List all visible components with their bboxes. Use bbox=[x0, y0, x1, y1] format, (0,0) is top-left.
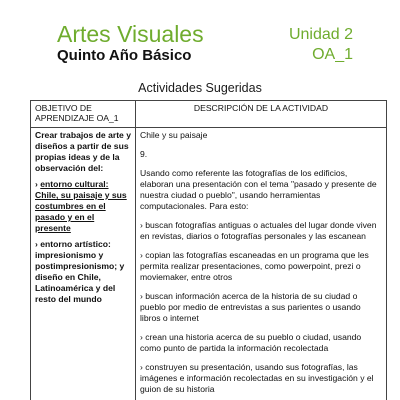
description-cell bbox=[136, 128, 387, 400]
activity-step: › buscan fotografías antiguas o actuales del lugar donde viven en revistas, diarios o fotografías personales y las escanean bbox=[140, 220, 377, 241]
page-header bbox=[57, 22, 353, 66]
unit-label: Unidad 2 bbox=[288, 26, 353, 43]
table-header-row bbox=[31, 101, 387, 128]
activity-title: Chile y su paisaje bbox=[140, 130, 208, 140]
activity-step: › crean una historia acerca de su pueblo o ciudad, usando como punto de partida la información recolectada bbox=[140, 332, 362, 353]
grade-label: Quinto Año Básico bbox=[57, 47, 192, 64]
objective-intro: Crear trabajos de arte y diseños a partir de sus propias ideas y de la observación del: bbox=[35, 130, 132, 173]
table-row bbox=[31, 128, 387, 400]
activities-table bbox=[30, 100, 387, 400]
objective-item-cultural bbox=[35, 179, 131, 234]
objective-cell bbox=[31, 128, 136, 400]
activity-step: › copian las fotografías escaneadas en un programa que les permita realizar presentaciones, como powerpoint, prezi o moviemaker, entre otros bbox=[140, 250, 369, 282]
objective-item-bullet: › bbox=[35, 179, 41, 189]
activity-step: › buscan información acerca de la historia de su ciudad o pueblo por medio de entrevistas a sus parientes o usando libros o internet bbox=[140, 291, 361, 323]
section-title: Actividades Sugeridas bbox=[138, 81, 262, 95]
objective-item-artistic: › entorno artístico: impresionismo y postimpresionismo; y diseño en Chile, Latinoamérica y del resto del mundo bbox=[35, 239, 125, 304]
subject-title: Artes Visuales bbox=[57, 21, 204, 47]
objective-code-label: OA_1 bbox=[312, 46, 353, 63]
activity-intro: Usando como referente las fotografías de los edificios, elaboran una presentación con el tema "pasado y presente de nuestra ciudad o pueblo", usando herramientas computacionales. Para esto: bbox=[140, 168, 377, 211]
activity-step: › construyen su presentación, usando sus fotografías, las imágenes e información recolectadas en su investigación y el guion de su historia bbox=[140, 362, 374, 394]
objective-item-cultural-label: entorno cultural: Chile, su paisaje y sus costumbres en el pasado y en el presente bbox=[35, 179, 127, 233]
objective-column-header: OBJETIVO DE APRENDIZAJE OA_1 bbox=[31, 101, 136, 128]
activity-number: 9. bbox=[140, 149, 148, 159]
description-column-header: DESCRIPCIÓN DE LA ACTIVIDAD bbox=[136, 101, 387, 128]
